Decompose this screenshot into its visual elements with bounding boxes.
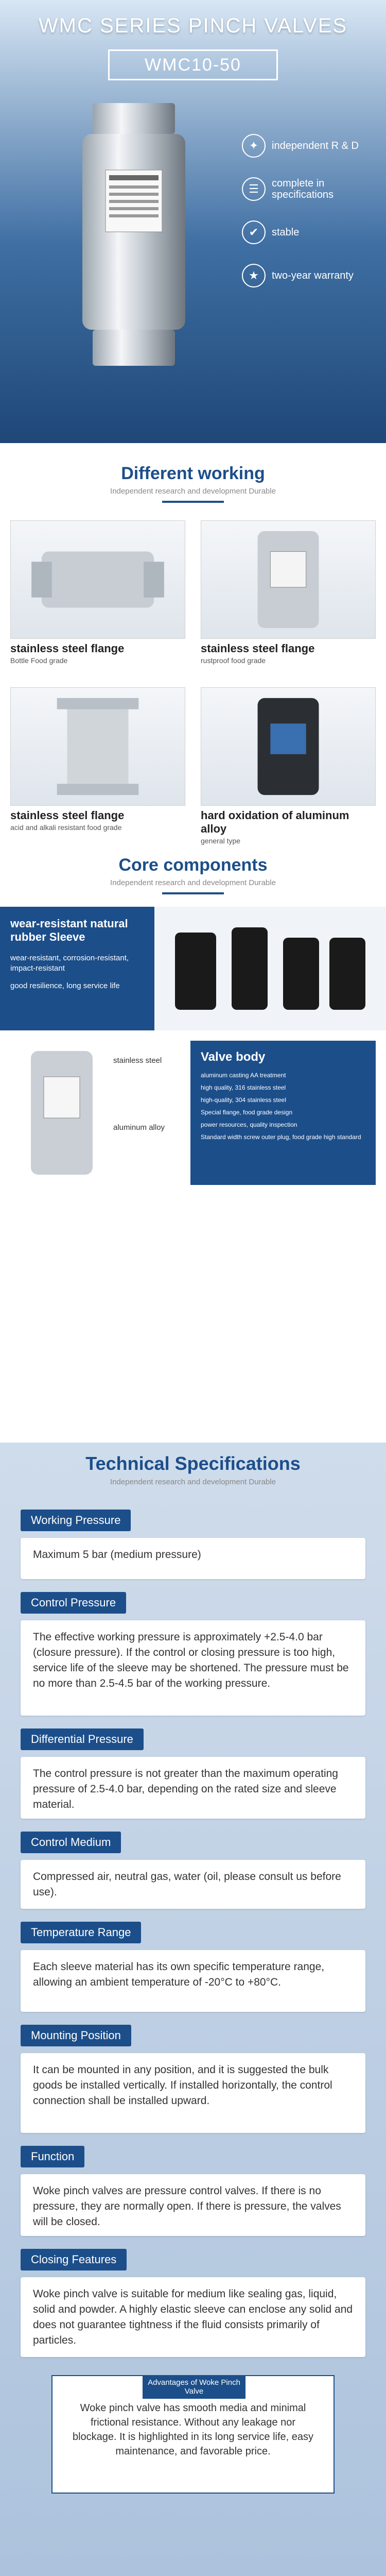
valve-product-image: [57, 98, 211, 386]
hero-banner: [0, 0, 386, 443]
product-title: stainless steel flange: [10, 809, 125, 822]
feature-text: stable: [272, 227, 300, 238]
hero-model-box: WMC10-50: [108, 49, 278, 80]
advantages-text: Woke pinch valve has smooth media and minimal frictional resistance. Without any leakage nor blockage. It is highlighted in its long service life, easy maintenance, and favorable price.: [72, 2402, 314, 2457]
spec-text: Woke pinch valves are pressure control valves. If there is no pressure, they are normally open. If there is pressure, the valves will be closed.: [33, 2185, 341, 2228]
spec-text: Woke pinch valve is suitable for medium like sealing gas, liquid, solid and powder. A highly elastic sleeve can enclose any solid and does not guarantee tightness if the fluid consists primarily of particles.: [33, 2288, 353, 2346]
spec-icon: ☰: [242, 177, 266, 201]
section-title: Different working: [121, 464, 265, 483]
spec-text: The effective working pressure is approximately +2.5-4.0 bar (closure pressure). If the control or closing pressure is too high, service life of the sleeve may be shortened. The pressure must be no more than 2.5-4.5 bar of the working pressure.: [33, 1631, 349, 1689]
warranty-icon: ★: [242, 264, 266, 287]
feature-list: [242, 134, 371, 307]
spec-text: It can be mounted in any position, and it is suggested the bulk goods be installed vertically. If installed horizontally, the control connection shall be installed upward.: [33, 2064, 332, 2107]
advantages-tag: Advantages of Woke Pinch Valve: [143, 2375, 245, 2399]
spec-tag: Closing Features: [21, 2249, 127, 2270]
sleeve-title: wear-resistant natural rubber Sleeve: [10, 917, 128, 943]
product-card: [201, 687, 376, 845]
rd-icon: ✦: [242, 134, 266, 158]
product-title: stainless steel flange: [201, 642, 315, 655]
spec-box: [21, 1950, 365, 2012]
feature-text: complete in specifications: [272, 178, 334, 200]
valve-body-point: Special flange, food grade design: [201, 1109, 293, 1116]
spec-box: [21, 1538, 365, 1579]
feature-text: independent R & D: [272, 140, 359, 151]
product-image: [10, 520, 185, 639]
product-subtitle: general type: [201, 837, 241, 845]
valve-body-info: [190, 1041, 376, 1185]
feature-item: [242, 177, 371, 201]
valve-body-point: power resources, quality inspection: [201, 1121, 297, 1128]
label-aluminum-alloy: aluminum alloy: [113, 1123, 165, 1132]
spec-box: [21, 2053, 365, 2133]
stable-icon: ✔: [242, 221, 266, 244]
valve-body-point: Standard width screw outer plug, food grade high standard: [201, 1133, 361, 1141]
product-subtitle: acid and alkali resistant food grade: [10, 823, 122, 832]
valve-body-point: high-quality, 304 stainless steel: [201, 1096, 286, 1104]
valve-body-panel: [0, 1036, 386, 1190]
spec-text: Each sleeve material has its own specific temperature range, allowing an ambient temperature of -20°C to +80°C.: [33, 1961, 325, 1988]
valve-body-point: high quality, 316 stainless steel: [201, 1084, 286, 1091]
spec-box: [21, 2174, 365, 2236]
spec-box: [21, 1757, 365, 1819]
spec-box: [21, 1860, 365, 1909]
valve-body-image: [10, 1046, 113, 1180]
advantages-box: [51, 2375, 335, 2494]
spec-text: The control pressure is not greater than the maximum operating pressure of 2.5-4.0 bar, depending on the rated size and sleeve material.: [33, 1768, 338, 1810]
hero-title: WMC SERIES PINCH VALVES: [38, 14, 348, 37]
section-subtitle: Independent research and development Durable: [110, 487, 276, 496]
section-subtitle: Independent research and development Durable: [110, 878, 276, 887]
spec-tag: Temperature Range: [21, 1922, 141, 1943]
feature-text: two-year warranty: [272, 270, 354, 281]
section-subtitle: Independent research and development Durable: [110, 1478, 276, 1486]
sleeve-point: wear-resistant, corrosion-resistant, impact-resistant: [10, 954, 129, 973]
product-card: [201, 520, 376, 675]
spec-box: [21, 2277, 365, 2357]
section-title: Technical Specifications: [85, 1453, 301, 1474]
spec-tag: Working Pressure: [21, 1510, 131, 1531]
feature-item: [242, 264, 371, 287]
spec-text: Maximum 5 bar (medium pressure): [33, 1549, 201, 1561]
spec-tag: Function: [21, 2146, 84, 2167]
valve-body-title: Valve body: [201, 1050, 266, 1064]
title-underline: [162, 892, 224, 894]
spec-tag: Control Pressure: [21, 1592, 126, 1614]
label-stainless-steel: stainless steel: [113, 1056, 162, 1065]
rubber-sleeve-image: [170, 917, 376, 1020]
section-title: Core components: [118, 855, 268, 875]
spec-text: Compressed air, neutral gas, water (oil, please consult us before use).: [33, 1871, 341, 1898]
spec-box: [21, 1620, 365, 1716]
product-image: [201, 687, 376, 806]
product-title: hard oxidation of aluminum alloy: [201, 809, 349, 835]
components-header: [0, 855, 386, 894]
sleeve-point: good resilience, long service life: [10, 981, 120, 990]
feature-item: [242, 221, 371, 244]
sleeve-panel: [0, 907, 386, 1030]
product-card: [10, 520, 185, 675]
product-image: [10, 687, 185, 806]
spec-tag: Mounting Position: [21, 2025, 131, 2046]
product-subtitle: Bottle Food grade: [10, 656, 68, 665]
sleeve-info: [0, 907, 154, 1030]
product-subtitle: rustproof food grade: [201, 656, 266, 665]
working-header: [0, 464, 386, 503]
product-image: [201, 520, 376, 639]
product-grid: [10, 520, 376, 845]
spec-tag: Differential Pressure: [21, 1728, 144, 1750]
product-title: stainless steel flange: [10, 642, 125, 655]
spec-tag: Control Medium: [21, 1832, 121, 1853]
feature-item: [242, 134, 371, 158]
title-underline: [162, 501, 224, 503]
product-card: [10, 687, 185, 842]
spec-header: [0, 1453, 386, 1486]
valve-body-point: aluminum casting AA treatment: [201, 1072, 286, 1079]
